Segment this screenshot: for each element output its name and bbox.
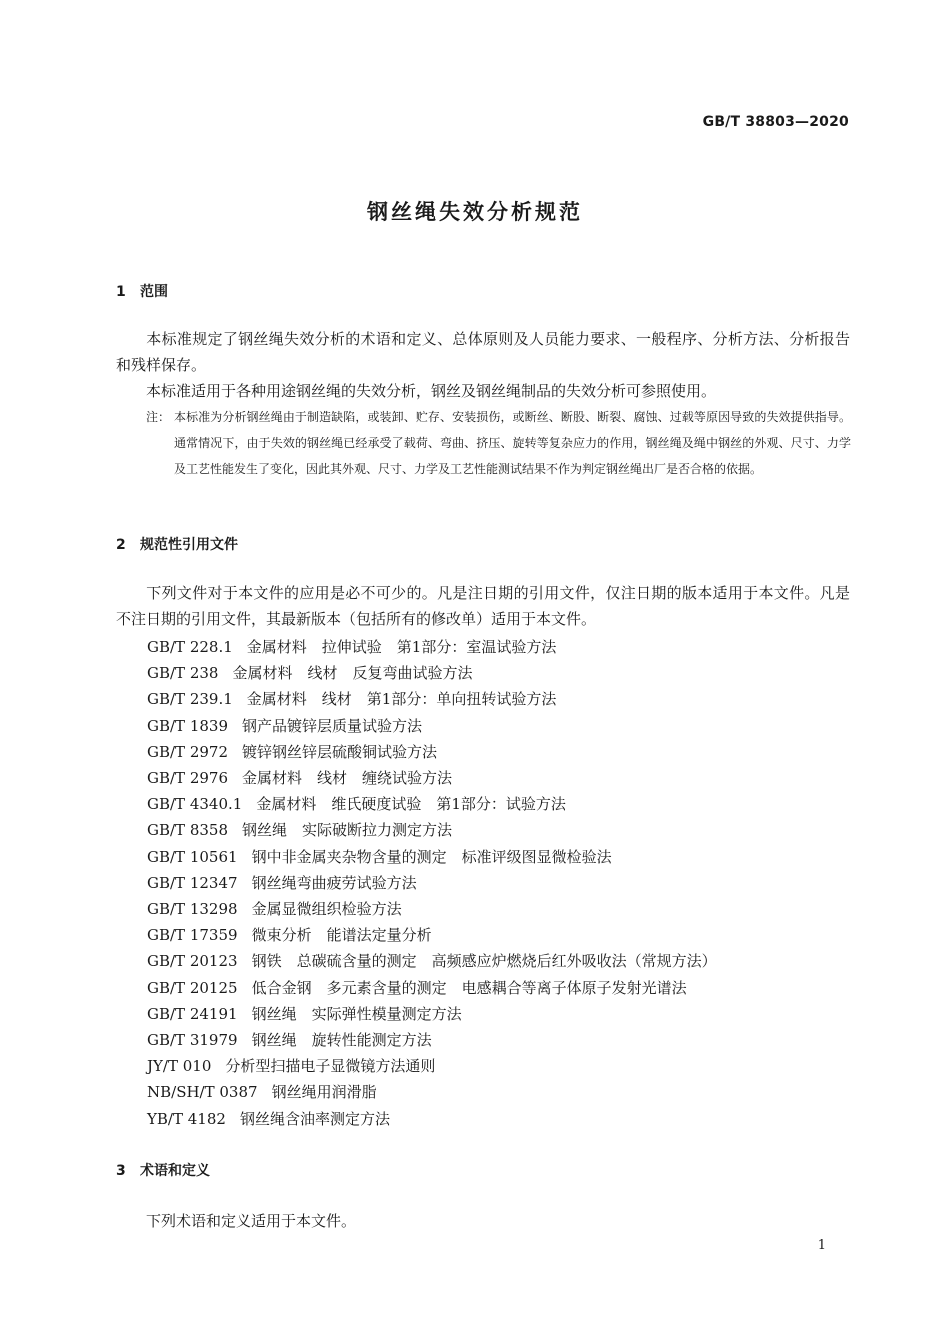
reference-code: GB/T 12347: [147, 873, 238, 892]
paragraph-text: 本标准适用于各种用途钢丝绳的失效分析，钢丝及钢丝绳制品的失效分析可参照使用。: [146, 382, 717, 400]
section-number: 2: [116, 537, 126, 553]
reference-code: GB/T 17359: [147, 926, 238, 945]
reference-title: 钢丝绳 实际弹性模量测定方法: [251, 1004, 462, 1023]
reference-title: 金属材料 维氏硬度试验 第1部分：试验方法: [256, 795, 566, 814]
reference-item: [147, 660, 717, 686]
scope-paragraph-2: [116, 378, 850, 404]
reference-title: 钢产品镀锌层质量试验方法: [242, 716, 423, 735]
reference-code: NB/SH/T 0387: [147, 1083, 258, 1102]
reference-title: 金属材料 拉伸试验 第1部分：室温试验方法: [246, 638, 557, 656]
reference-code: GB/T 239.1: [147, 690, 233, 709]
reference-item: [147, 765, 717, 791]
reference-code: GB/T 10561: [147, 847, 238, 866]
scope-paragraph-1: [116, 326, 850, 378]
reference-code: JY/T 010: [147, 1057, 212, 1076]
section-title: 术语和定义: [140, 1163, 210, 1179]
normative-intro: [116, 580, 850, 632]
note-label: 注：: [146, 410, 171, 424]
reference-item: [147, 1027, 717, 1053]
reference-code: GB/T 31979: [147, 1031, 238, 1050]
reference-item: [147, 948, 717, 974]
reference-code: GB/T 1839: [147, 716, 229, 735]
paragraph-text: 下列术语和定义适用于本文件。: [146, 1212, 357, 1230]
reference-title: 金属显微组织检验方法: [251, 900, 402, 919]
reference-item: [147, 1079, 717, 1105]
reference-item: [147, 870, 717, 896]
note-text: 本标准为分析钢丝绳由于制造缺陷，或装卸、贮存、安装损伤，或断丝、断股、断裂、腐蚀、过载等原因导致的失效提供指导。通常情况下，由于失效的钢丝绳已经承受了载荷、弯曲、挤压、旋转等复杂应力的作用，钢丝绳及绳中钢丝的外观、尺寸、力学及工艺性能发生了变化，因此其外观、尺寸、力学及工艺性能测试结果不作为判定钢丝绳出厂是否合格的依据。: [174, 410, 851, 476]
scope-note: [146, 404, 851, 482]
reference-code: GB/T 8358: [147, 821, 229, 840]
reference-title: 金属材料 线材 缠绕试验方法: [242, 769, 453, 788]
document-title: 钢丝绳失效分析规范: [367, 200, 583, 224]
reference-item: [147, 844, 717, 870]
reference-title: 金属材料 线材 反复弯曲试验方法: [232, 664, 473, 683]
section-3-heading: [116, 1160, 210, 1180]
reference-code: GB/T 228.1: [147, 638, 233, 656]
reference-title: 镀锌钢丝锌层硫酸铜试验方法: [242, 742, 438, 761]
reference-item: [147, 922, 717, 948]
reference-code: GB/T 4340.1: [147, 795, 243, 814]
reference-item: [147, 791, 717, 817]
reference-item: [147, 975, 717, 1001]
reference-item: [147, 634, 717, 660]
paragraph-text: 本标准规定了钢丝绳失效分析的术语和定义、总体原则及人员能力要求、一般程序、分析方法、分析报告和残样保存。: [116, 330, 850, 374]
section-number: 1: [116, 284, 126, 300]
reference-title: 钢丝绳 实际破断拉力测定方法: [242, 821, 453, 840]
reference-code: GB/T 20123: [147, 952, 238, 971]
paragraph-text: 下列文件对于本文件的应用是必不可少的。凡是注日期的引用文件，仅注日期的版本适用于本文件。凡是不注日期的引用文件，其最新版本（包括所有的修改单）适用于本文件。: [116, 584, 850, 628]
reference-title: 钢中非金属夹杂物含量的测定 标准评级图显微检验法: [251, 847, 612, 866]
section-2-heading: [116, 534, 238, 554]
section-1-heading: [116, 281, 168, 301]
reference-item: [147, 713, 717, 739]
reference-title: 钢丝绳用润滑脂: [271, 1083, 377, 1102]
terms-intro: [116, 1208, 850, 1234]
reference-code: GB/T 20125: [147, 978, 238, 997]
page-number: 1: [817, 1238, 826, 1253]
reference-title: 微束分析 能谱法定量分析: [251, 926, 432, 945]
reference-item: [147, 1001, 717, 1027]
reference-code: GB/T 2976: [147, 769, 229, 788]
reference-title: 金属材料 线材 第1部分：单向扭转试验方法: [246, 690, 557, 709]
section-title: 范围: [140, 284, 168, 300]
reference-title: 钢铁 总碳硫含量的测定 高频感应炉燃烧后红外吸收法（常规方法）: [251, 952, 717, 971]
reference-item: [147, 896, 717, 922]
section-number: 3: [116, 1163, 126, 1179]
reference-item: [147, 686, 717, 712]
reference-code: GB/T 24191: [147, 1004, 238, 1023]
reference-title: 钢丝绳 旋转性能测定方法: [251, 1031, 432, 1050]
reference-title: 低合金钢 多元素含量的测定 电感耦合等离子体原子发射光谱法: [251, 978, 687, 997]
reference-item: [147, 1106, 717, 1132]
reference-item: [147, 739, 717, 765]
standard-number: GB/T 38803—2020: [702, 114, 849, 130]
reference-list: [147, 634, 717, 1132]
reference-code: GB/T 2972: [147, 742, 229, 761]
reference-code: GB/T 13298: [147, 900, 238, 919]
reference-title: 钢丝绳弯曲疲劳试验方法: [251, 873, 417, 892]
reference-item: [147, 817, 717, 843]
section-title: 规范性引用文件: [140, 537, 238, 553]
reference-item: [147, 1053, 717, 1079]
reference-title: 钢丝绳含油率测定方法: [239, 1109, 390, 1128]
reference-title: 分析型扫描电子显微镜方法通则: [225, 1057, 436, 1076]
reference-code: YB/T 4182: [147, 1109, 226, 1128]
reference-code: GB/T 238: [147, 664, 219, 683]
